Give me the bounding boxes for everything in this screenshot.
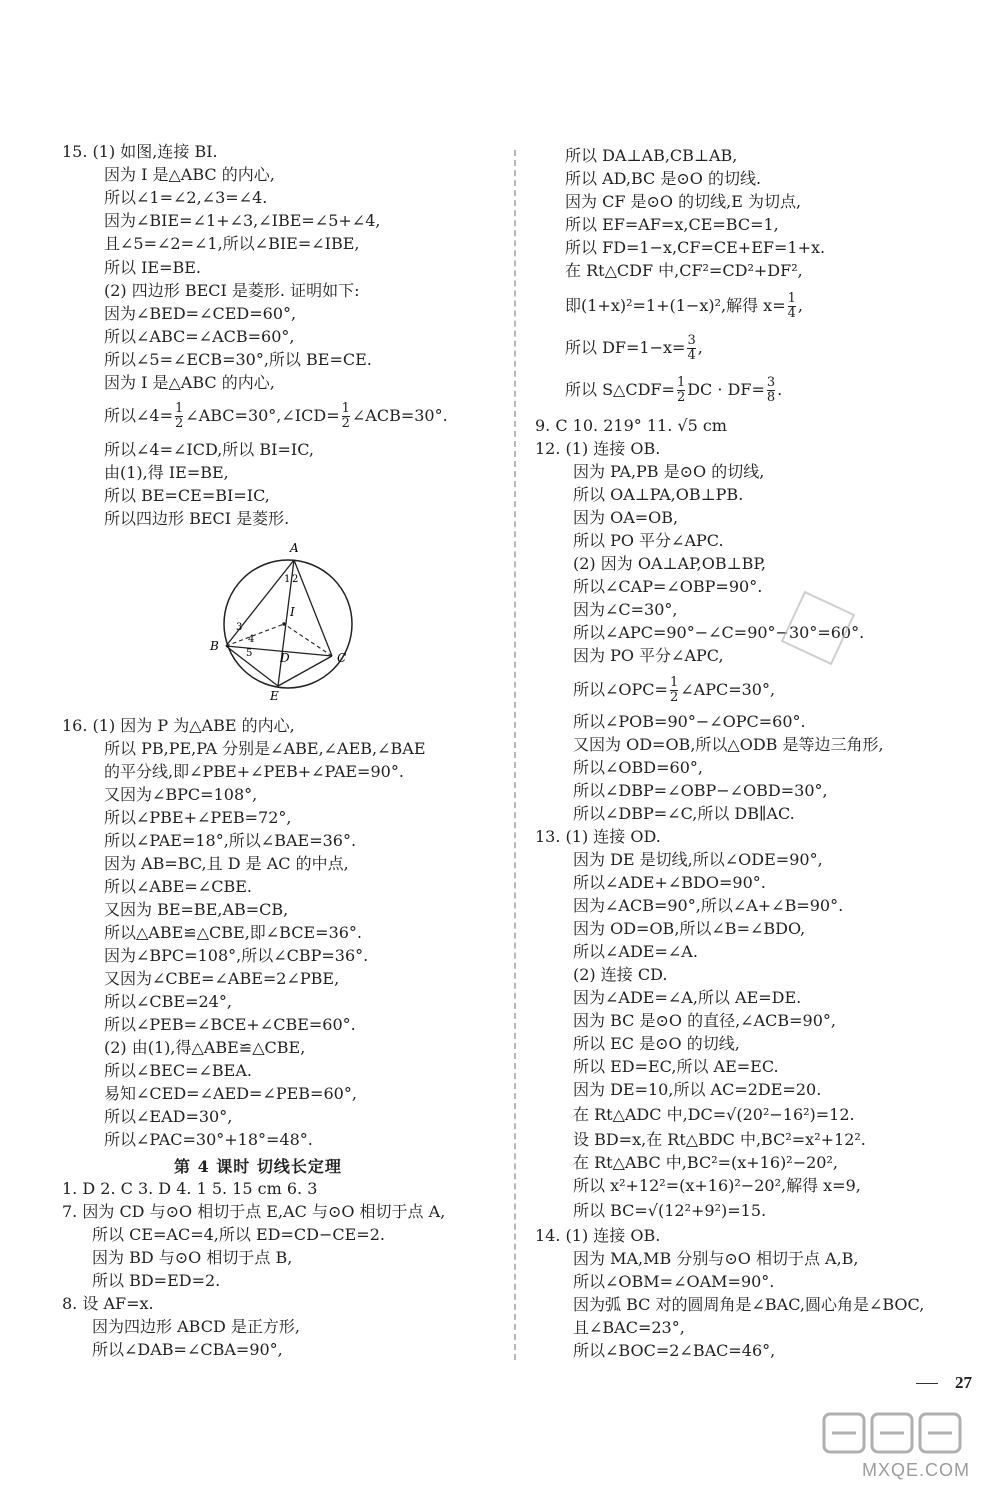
line: 所以∠OBM=∠OAM=90°.	[573, 1272, 775, 1291]
line: 所以 BD=ED=2.	[92, 1271, 221, 1290]
label-e: E	[270, 689, 279, 703]
fraction-line: 即(1+x)²=1+(1−x)²,解得 x= $\frac{1}{4}$ ,	[565, 291, 803, 321]
line: 因为∠ADE=∠A,所以 AE=DE.	[573, 988, 802, 1007]
line: 所以 x²+12²=(x+16)²−20²,解得 x=9,	[573, 1176, 861, 1195]
fraction: $\frac{3}{4}$	[687, 333, 696, 363]
line: 所以 EF=AF=x,CE=BC=1,	[565, 215, 779, 234]
line: 13. (1) 连接 OD.	[535, 827, 661, 846]
line: 因为 MA,MB 分别与⊙O 相切于点 A,B,	[573, 1249, 859, 1268]
line: 所以∠BEC=∠BEA.	[104, 1061, 252, 1080]
page-number-dash	[916, 1383, 938, 1384]
line: 因为 BD 与⊙O 相切于点 B,	[92, 1248, 293, 1267]
line: 所以∠PAE=18°,所以∠BAE=36°.	[104, 831, 357, 850]
line: (2) 四边形 BECI 是菱形. 证明如下:	[104, 281, 360, 300]
line: 1. D 2. C 3. D 4. 1 5. 15 cm 6. 3	[62, 1179, 318, 1198]
label-c: C	[337, 651, 347, 665]
line: 所以∠DAB=∠CBA=90°,	[92, 1340, 283, 1359]
line: 由(1),得 IE=BE,	[104, 463, 229, 482]
label-a: A	[290, 541, 299, 555]
label-d: D	[280, 651, 290, 665]
fraction-line: 所以 S△CDF= $\frac{1}{2}$ DC · DF= $\frac{3}{8}$ .	[565, 375, 783, 405]
line: 因为四边形 ABCD 是正方形,	[92, 1317, 300, 1336]
line: 所以∠PEB=∠BCE+∠CBE=60°.	[104, 1015, 356, 1034]
label-1: 1	[284, 574, 291, 585]
line: 因为∠ACB=90°,所以∠A+∠B=90°.	[573, 896, 844, 915]
line: 所以∠5=∠ECB=30°,所以 BE=CE.	[104, 350, 372, 369]
line: 设 BD=x,在 Rt△BDC 中,BC²=x²+12².	[573, 1130, 866, 1149]
label-5: 5	[246, 648, 253, 659]
line: 所以∠ABC=∠ACB=60°,	[104, 327, 295, 346]
line: 所以 AD,BC 是⊙O 的切线.	[565, 169, 762, 188]
line: 7. 因为 CD 与⊙O 相切于点 E,AC 与⊙O 相切于点 A,	[62, 1202, 446, 1221]
line: 所以 BC=√(12²+9²)=15.	[573, 1201, 767, 1220]
line: 所以 DA⊥AB,CB⊥AB,	[565, 146, 738, 165]
fraction-line: 所以 DF=1−x= $\frac{3}{4}$ ,	[565, 333, 703, 363]
label-i: I	[290, 605, 295, 619]
line: 所以 BE=CE=BI=IC,	[104, 486, 270, 505]
line: 所以∠APC=90°−∠C=90°−30°=60°.	[573, 623, 865, 642]
line: 所以∠ADE+∠BDO=90°.	[573, 873, 766, 892]
line: 所以 CE=AC=4,所以 ED=CD−CE=2.	[92, 1225, 385, 1244]
line: 因为 AB=BC,且 D 是 AC 的中点,	[104, 854, 349, 873]
line: 且∠BAC=23°,	[573, 1318, 685, 1337]
line: 所以∠CAP=∠OBP=90°.	[573, 577, 763, 596]
line: 所以 PO 平分∠APC.	[573, 531, 724, 550]
line: 因为 CF 是⊙O 的切线,E 为切点,	[565, 192, 802, 211]
line: 又因为 OD=OB,所以△ODB 是等边三角形,	[573, 735, 884, 754]
line: 的平分线,即∠PBE+∠PEB+∠PAE=90°.	[104, 762, 404, 781]
line: 又因为∠CBE=∠ABE=2∠PBE,	[104, 969, 340, 988]
label-2: 2	[292, 574, 299, 585]
page-number: 27	[955, 1373, 972, 1392]
line: 所以 FD=1−x,CF=CE+EF=1+x.	[565, 238, 826, 257]
line: 所以 IE=BE.	[104, 258, 202, 277]
line: 因为∠C=30°,	[573, 600, 678, 619]
line: 所以△ABE≌△CBE,即∠BCE=36°.	[104, 923, 363, 942]
fraction: $\frac{1}{4}$	[787, 291, 796, 321]
label-4: 4	[248, 634, 255, 645]
section-title: 第 4 课时 切线长定理	[174, 1157, 342, 1176]
line: 又因为∠BPC=108°,	[104, 785, 258, 804]
line: 所以∠EAD=30°,	[104, 1107, 233, 1126]
fraction: $\frac{1}{2}$	[175, 401, 184, 431]
line: 所以∠CBE=24°,	[104, 992, 232, 1011]
line: 易知∠CED=∠AED=∠PEB=60°,	[104, 1084, 357, 1103]
line: 15. (1) 如图,连接 BI.	[62, 142, 218, 161]
fraction: $\frac{3}{8}$	[766, 375, 776, 405]
line: 所以∠PBE+∠PEB=72°,	[104, 808, 292, 827]
line: 在 Rt△ADC 中,DC=√(20²−16²)=12.	[573, 1105, 855, 1124]
line: 因为∠BPC=108°,所以∠CBP=36°.	[104, 946, 369, 965]
label-b: B	[210, 639, 219, 653]
line: 14. (1) 连接 OB.	[535, 1226, 661, 1245]
line: 所以 OA⊥PA,OB⊥PB.	[573, 485, 744, 504]
stamp-mark	[781, 591, 855, 665]
line: (2) 因为 OA⊥AP,OB⊥BP,	[573, 554, 767, 573]
line: 16. (1) 因为 P 为△ABE 的内心,	[62, 716, 295, 735]
label-3: 3	[236, 622, 243, 633]
line: 12. (1) 连接 OB.	[535, 439, 661, 458]
line: 所以∠1=∠2,∠3=∠4.	[104, 188, 268, 207]
line: (2) 由(1),得△ABE≌△CBE,	[104, 1038, 306, 1057]
line: 9. C 10. 219° 11. √5 cm	[535, 416, 727, 435]
line: 因为弧 BC 对的圆周角是∠BAC,圆心角是∠BOC,	[573, 1295, 925, 1314]
fraction-line: 所以∠4= $\frac{1}{2}$ ∠ABC=30°,∠ICD= $\frac{1}{2}$ ∠ACB=30°.	[104, 401, 448, 431]
line: 又因为 BE=BE,AB=CB,	[104, 900, 289, 919]
line: 在 Rt△ABC 中,BC²=(x+16)²−20²,	[573, 1153, 838, 1172]
line: 因为 I 是△ABC 的内心,	[104, 165, 275, 184]
line: 所以∠POB=90°−∠OPC=60°.	[573, 712, 806, 731]
fraction: $\frac{1}{2}$	[669, 675, 679, 705]
line: (2) 连接 CD.	[573, 965, 668, 984]
line: 因为 BC 是⊙O 的直径,∠ACB=90°,	[573, 1011, 836, 1030]
line: 因为 PA,PB 是⊙O 的切线,	[573, 462, 765, 481]
watermark-text: MXQE.COM	[861, 1460, 970, 1480]
line: 因为∠BED=∠CED=60°,	[104, 304, 297, 323]
fraction: $\frac{1}{2}$	[341, 401, 350, 431]
line: 因为 OA=OB,	[573, 508, 679, 527]
line: 因为 I 是△ABC 的内心,	[104, 373, 275, 392]
column-divider	[514, 150, 516, 1360]
line: 所以∠ABE=∠CBE.	[104, 877, 252, 896]
line: 且∠5=∠2=∠1,所以∠BIE=∠IBE,	[104, 234, 360, 253]
geometry-figure	[200, 538, 380, 703]
line: 因为∠BIE=∠1+∠3,∠IBE=∠5+∠4,	[104, 211, 381, 230]
line: 因为 OD=OB,所以∠B=∠BDO,	[573, 919, 806, 938]
line: 所以 ED=EC,所以 AE=EC.	[573, 1057, 779, 1076]
line: 所以∠OBD=60°,	[573, 758, 703, 777]
line: 因为 DE=10,所以 AC=2DE=20.	[573, 1080, 822, 1099]
line: 所以∠4=∠ICD,所以 BI=IC,	[104, 440, 314, 459]
line: 所以∠DBP=∠C,所以 DB∥AC.	[573, 804, 795, 823]
line: 所以∠PAC=30°+18°=48°.	[104, 1130, 313, 1149]
line: 所以∠ADE=∠A.	[573, 942, 698, 961]
fraction: $\frac{1}{2}$	[676, 375, 686, 405]
line: 在 Rt△CDF 中,CF²=CD²+DF²,	[565, 261, 803, 280]
line: 因为 PO 平分∠APC,	[573, 646, 724, 665]
line: 因为 DE 是切线,所以∠ODE=90°,	[573, 850, 823, 869]
line: 所以∠BOC=2∠BAC=46°,	[573, 1341, 776, 1360]
line: 所以∠DBP=∠OBP−∠OBD=30°,	[573, 781, 828, 800]
fraction-line: 所以∠OPC= $\frac{1}{2}$ ∠APC=30°,	[573, 675, 776, 705]
line: 所以 EC 是⊙O 的切线,	[573, 1034, 740, 1053]
line: 所以四边形 BECI 是菱形.	[104, 509, 290, 528]
line: 所以 PB,PE,PA 分别是∠ABE,∠AEB,∠BAE	[104, 739, 426, 758]
line: 8. 设 AF=x.	[62, 1294, 154, 1313]
